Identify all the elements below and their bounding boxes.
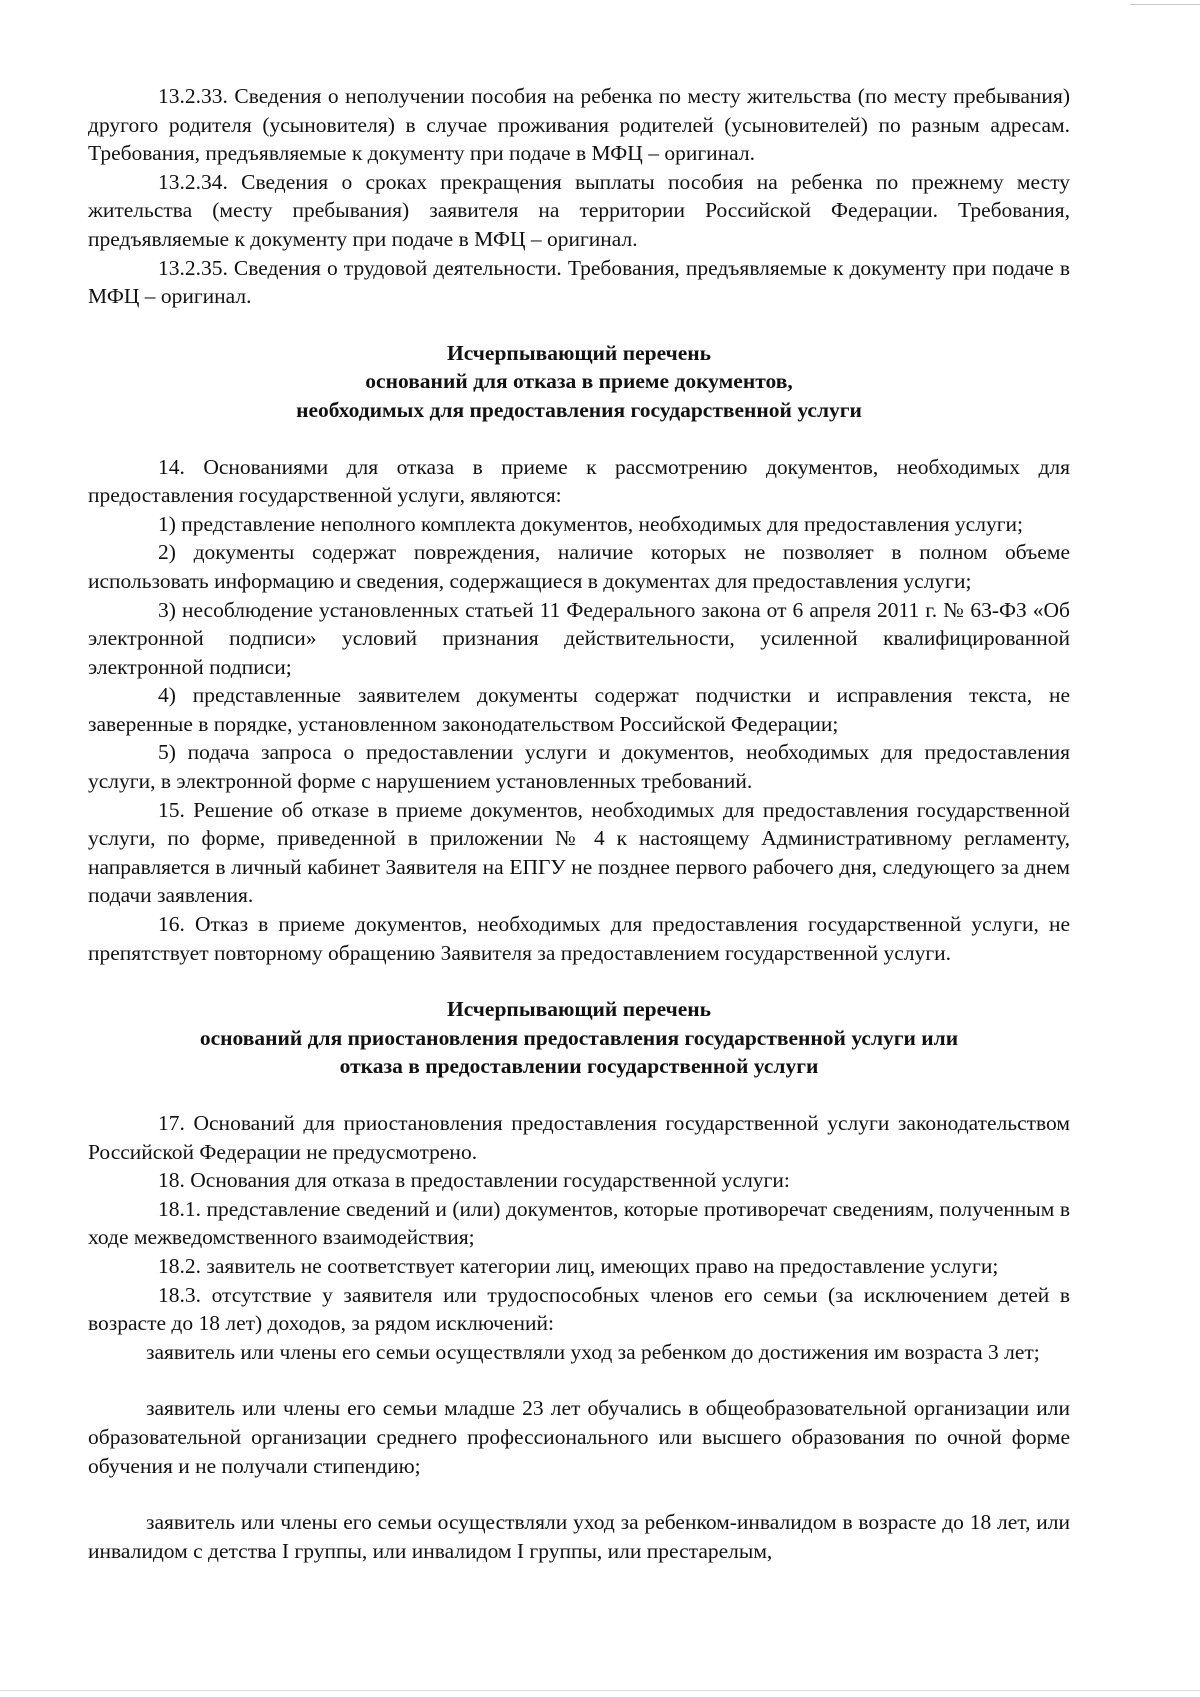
exception-item-disabled-care: заявитель или члены его семьи осуществляли уход за ребенком-инвалидом в возрасте до 18 лет, или инвалидом с детства I группы, или инвалидом I группы, или престарелым, — [88, 1510, 1070, 1563]
paragraph-14: 14. Основаниями для отказа в приеме к рассмотрению документов, необходимых для предоставления государственной услуги, являются: — [88, 454, 1070, 508]
list-item-14-4: 4) представленные заявителем документы содержат подчистки и исправления текста, не заверенные в порядке, установленном законодательством Российской Федерации; — [88, 683, 1070, 736]
section-heading-refusal-acceptance — [88, 339, 1070, 425]
heading-line: оснований для приостановления предоставления государственной услуги или — [199, 1025, 959, 1050]
paragraph-15: 15. Решение об отказе в приеме документов, необходимых для предоставления государственной услуги, по форме, приведенной в приложении № 4 к настоящему Административному регламенту, направляется в личный кабинет Заявителя на ЕПГУ не позднее первого рабочего дня, следующего за днем подачи заявления. — [88, 797, 1070, 908]
list-item-18-3: 18.3. отсутствие у заявителя или трудоспособных членов его семьи (за исключением детей в возрасте до 18 лет) доходов, за рядом исключений: — [88, 1282, 1070, 1336]
section-heading-suspension-refusal — [88, 995, 1070, 1081]
paragraph-17: 17. Оснований для приостановления предоставления государственной услуги законодательством Российской Федерации не предусмотрено. — [88, 1111, 1070, 1164]
list-item-14-1: 1) представление неполного комплекта документов, необходимых для предоставления услуги; — [158, 511, 1023, 536]
paragraph-13-2-34: 13.2.34. Сведения о сроках прекращения выплаты пособия на ребенка по прежнему месту жительства (месту пребывания) заявителя на территории Российской Федерации. Требования, предъявляемые к документу при подаче в МФЦ – оригинал. — [88, 169, 1070, 251]
list-item-18-2: 18.2. заявитель не соответствует категории лиц, имеющих право на предоставление услуги; — [158, 1253, 999, 1278]
scan-edge-top-right — [1130, 4, 1200, 5]
document-body — [88, 82, 1070, 1565]
paragraph-18: 18. Основания для отказа в предоставлении государственной услуги: — [158, 1168, 790, 1193]
paragraph-16: 16. Отказ в приеме документов, необходимых для предоставления государственной услуги, не препятствует повторному обращению Заявителя за предоставлением государственной услуги. — [88, 912, 1070, 965]
list-item-14-3: 3) несоблюдение установленных статьей 11 Федерального закона от 6 апреля 2011 г. № 63-ФЗ «Об электронной подписи» условий признания действительности, усиленной квалифицированной электронной подписи; — [88, 597, 1070, 679]
list-item-18-1: 18.1. представление сведений и (или) документов, которые противоречат сведениям, полученным в ходе межведомственного взаимодействия; — [88, 1196, 1070, 1250]
heading-line: отказа в предоставлении государственной услуги — [339, 1054, 819, 1079]
list-item-14-5: 5) подача запроса о предоставлении услуги и документов, необходимых для предоставления услуги, в электронной форме с нарушением установленных требований. — [88, 740, 1070, 794]
heading-line: Исчерпывающий перечень — [446, 997, 712, 1022]
scan-edge-bottom — [0, 1690, 1200, 1691]
exception-item-students: заявитель или члены его семьи младше 23 лет обучались в общеобразовательной организации или образовательной организации среднего профессионального или высшего образования по очной форме обучения и не получали стипендию; — [88, 1396, 1070, 1478]
heading-line: Исчерпывающий перечень — [446, 340, 712, 365]
paragraph-13-2-33: 13.2.33. Сведения о неполучении пособия на ребенка по месту жительства (по месту пребывания) другого родителя (усыновителя) в случае проживания родителей (усыновителей) по разным адресам. Требования, предъявляемые к документу при подаче в МФЦ – оригинал. — [88, 84, 1070, 166]
heading-line: необходимых для предоставления государственной услуги — [296, 397, 862, 422]
list-item-14-2: 2) документы содержат повреждения, наличие которых не позволяет в полном объеме использовать информацию и сведения, содержащиеся в документах для предоставления услуги; — [88, 540, 1070, 593]
heading-line: оснований для отказа в приеме документов, — [365, 369, 793, 394]
exception-item-childcare: заявитель или члены его семьи осуществляли уход за ребенком до достижения им возраста 3 лет; — [146, 1339, 1040, 1364]
paragraph-13-2-35: 13.2.35. Сведения о трудовой деятельности. Требования, предъявляемые к документу при подаче в МФЦ – оригинал. — [88, 255, 1070, 309]
